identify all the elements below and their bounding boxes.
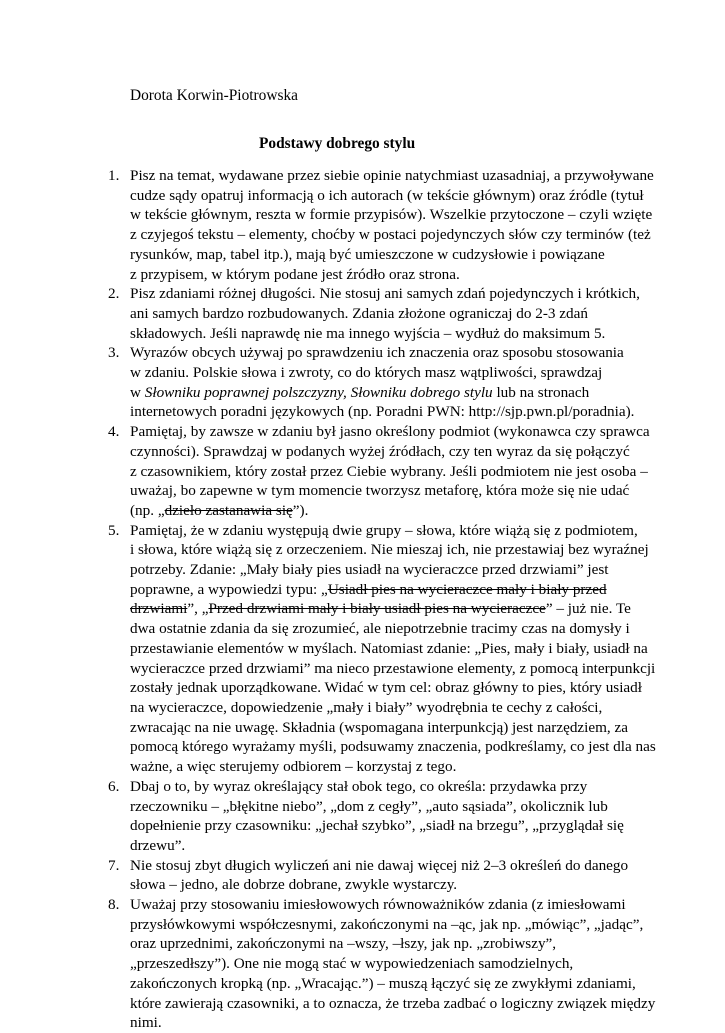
list-item <box>108 777 638 856</box>
text-line <box>130 718 638 738</box>
list-item <box>108 521 656 777</box>
list-item-number: 3. <box>108 344 120 362</box>
list-item-number: 2. <box>108 285 120 303</box>
text-line <box>130 678 642 698</box>
italic-title: Słowniku poprawnej polszczyzny, Słowniku dobrego stylu <box>144 383 493 401</box>
text-segment: ”). <box>292 501 309 519</box>
text-line <box>130 836 638 856</box>
text-segment: rysunków, map, tabel itp.), mają być umieszczone w cudzysłowie i powiązane <box>130 245 605 263</box>
text-line <box>130 205 653 225</box>
list-item-number: 4. <box>108 423 120 441</box>
text-segment: internetowych poradni językowych (np. Poradni PWN: http://sjp.pwn.pl/poradnia). <box>130 403 635 421</box>
text-segment: składowych. Jeśli naprawdę nie ma innego wyjścia – wydłuż do maksimum 5. <box>130 324 606 342</box>
text-line <box>130 166 654 186</box>
text-line <box>130 481 638 501</box>
text-segment: na wycieraczce, dopowiedzenie „mały i biały” wyodrębnia te cechy z całości, <box>130 698 603 716</box>
text-segment: potrzeby. Zdanie: „Mały biały pies usiadł na wycieraczce przed drzwiami” jest <box>130 561 609 579</box>
text-line <box>130 540 649 560</box>
list-item <box>108 343 638 422</box>
text-segment: i słowa, które wiążą się z orzeczeniem. Nie mieszaj ich, nie przestawiaj bez wyraźnej <box>130 541 649 559</box>
text-segment: które zawierają czasowniki, a to oznacza, że trzeba zadbać o logiczny związek między <box>130 994 656 1012</box>
text-segment: lub na stronach <box>492 383 590 401</box>
text-line <box>130 797 638 817</box>
text-line <box>130 856 638 876</box>
list-item-number: 7. <box>108 856 120 874</box>
list-item <box>108 895 656 1033</box>
text-line <box>130 580 638 600</box>
text-line <box>130 442 638 462</box>
text-line <box>130 422 650 442</box>
text-segment: ” – już nie. Te <box>545 600 631 618</box>
text-segment: z czasownikiem, który został przez Ciebie wybrany. Jeśli podmiotem nie jest osoba – <box>130 462 648 480</box>
list-item-number: 8. <box>108 896 120 914</box>
text-segment: słowa – jedno, ale dobrze dobrane, zwykle wystarczy. <box>130 876 458 894</box>
text-line <box>130 225 651 245</box>
text-line <box>130 363 638 383</box>
list-item <box>108 422 650 521</box>
text-segment: czynności). Sprawdzaj w podanych wyżej źródłach, czy ten wyraz da się połączyć <box>130 442 630 460</box>
text-line <box>130 343 638 363</box>
text-line <box>130 284 638 304</box>
list-item-number: 1. <box>108 167 120 184</box>
list-item <box>108 284 640 343</box>
text-line <box>130 639 648 659</box>
document-title: Podstawy dobrego stylu <box>259 135 416 152</box>
text-segment: Wyrazów obcych używaj po sprawdzeniu ich znaczenia oraz sposobu stosowania <box>130 344 624 362</box>
strikethrough-example: dzieło zastanawia się <box>164 501 293 519</box>
text-segment: Pamiętaj, by zawsze w zdaniu był jasno określony podmiot (wykonawca czy sprawca <box>130 423 650 441</box>
text-line <box>130 934 638 954</box>
text-line <box>130 560 638 580</box>
author-name: Dorota Korwin-Piotrowska <box>130 87 298 104</box>
text-line <box>130 599 638 619</box>
text-segment: wycieraczce przed drzwiami” ma nieco przestawione elementy, z pomocą interpunkcji <box>130 659 656 677</box>
strikethrough-example: Usiadł pies na wycieraczce mały i biały przed <box>327 580 607 598</box>
text-segment: Pisz zdaniami różnej długości. Nie stosuj ani samych zdań pojedynczych i krótkich, <box>130 285 640 303</box>
text-line <box>130 265 638 285</box>
text-line <box>130 875 638 895</box>
text-segment: ”, „ <box>187 600 209 618</box>
text-line <box>130 915 644 935</box>
text-line <box>130 954 638 974</box>
text-line <box>130 402 638 422</box>
text-segment: Dbaj o to, by wyraz określający stał obok tego, co określa: przydawka przy <box>130 777 588 795</box>
text-segment: przysłówkowymi współczesnymi, zakończonymi na –ąc, jak np. „mówiąc”, „jadąc”, <box>130 915 644 933</box>
text-line <box>130 1013 638 1033</box>
text-segment: zwracając na nie uwagę. Składnia (wspomagana interpunkcją) jest narzędziem, za <box>130 718 628 736</box>
text-line <box>130 698 638 718</box>
text-segment: Uważaj przy stosowaniu imiesłowowych równoważników zdania (z imiesłowami <box>130 896 626 914</box>
text-segment: w zdaniu. Polskie słowa i zwroty, co do których masz wątpliwości, sprawdzaj <box>130 364 603 382</box>
text-line <box>130 757 638 777</box>
text-segment: uważaj, bo zapewne w tym momencie tworzysz metaforę, która może się nie udać <box>130 482 630 500</box>
text-segment: (np. „ <box>130 501 165 519</box>
text-line <box>130 501 638 521</box>
text-line <box>130 462 648 482</box>
text-segment: zakończonych kropką (np. „Wracając.”) – muszą łączyć się ze zwykłymi zdaniami, <box>130 974 636 992</box>
list-item <box>108 856 638 895</box>
text-line <box>130 383 638 403</box>
list-item-number: 5. <box>108 521 120 539</box>
text-line <box>130 324 638 344</box>
text-segment: Nie stosuj zbyt długich wyliczeń ani nie dawaj więcej niż 2–3 określeń do danego <box>130 856 629 874</box>
text-segment: z czyjegoś tekstu – elementy, choćby w postaci pojedynczych słów czy terminów (też <box>130 226 651 244</box>
text-line <box>130 994 656 1014</box>
list-item-number: 6. <box>108 777 120 795</box>
text-segment: z przypisem, w którym podane jest źródło oraz strona. <box>130 265 460 283</box>
text-segment: ani samych bardzo rozbudowanych. Zdania złożone ograniczaj do 2-3 zdań <box>130 304 588 322</box>
list-item <box>108 166 654 284</box>
text-line <box>130 895 638 915</box>
text-segment: Pamiętaj, że w zdaniu występują dwie grupy – słowa, które wiążą się z podmiotem, <box>130 521 638 539</box>
strikethrough-example: drzwiami <box>130 600 188 618</box>
text-segment: w tekście głównym, reszta w formie przypisów). Wszelkie przytoczone – czyli wzięte <box>130 206 653 224</box>
text-line <box>130 816 638 836</box>
text-segment: ważne, a więc sterujemy odbiorem – korzystaj z tego. <box>130 758 457 776</box>
text-segment: pomocą którego wyrażamy myśli, podsuwamy znaczenia, podkreślamy, co jest dla nas <box>130 738 656 756</box>
text-segment: dwa ostatnie zdania da się zrozumieć, ale niepotrzebnie tracimy czas na domysły i <box>130 620 630 638</box>
text-segment: oraz uprzednimi, zakończonymi na –wszy, –łszy, jak np. „zrobiwszy”, <box>130 935 557 953</box>
text-line <box>130 777 638 797</box>
text-line <box>130 737 656 757</box>
text-segment: cudze sądy opatruj informacją o ich autorach (w tekście głównym) oraz źródle (tytuł <box>130 186 644 204</box>
text-segment: przestawianie elementów w myślach. Natomiast zdanie: „Pies, mały i biały, usiadł na <box>130 639 648 657</box>
text-segment: w <box>130 383 145 401</box>
text-segment: nimi. <box>130 1014 162 1032</box>
text-segment: Pisz na temat, wydawane przez siebie opinie natychmiast uzasadniaj, a przywoływane <box>130 167 654 184</box>
text-segment: dopełnienie przy czasowniku: „jechał szybko”, „siadł na brzegu”, „przyglądał się <box>130 817 624 835</box>
text-segment: „przeszedłszy”). One nie mogą stać w wypowiedzeniach samodzielnych, <box>130 955 574 973</box>
text-segment: zostały jednak uporządkowane. Widać w tym cel: obraz główny to pies, który usiadł <box>130 679 642 697</box>
text-line <box>130 245 638 265</box>
text-segment: drzewu”. <box>130 836 186 854</box>
text-segment: poprawne, a wypowiedzi typu: „ <box>130 580 328 598</box>
numbered-list <box>108 166 656 1033</box>
text-line <box>130 186 644 206</box>
text-line <box>130 974 638 994</box>
text-line <box>130 521 638 541</box>
text-line <box>130 659 656 679</box>
strikethrough-example: Przed drzwiami mały i biały usiadł pies na wycieraczce <box>208 600 546 618</box>
text-line <box>130 304 638 324</box>
text-line <box>130 619 638 639</box>
text-segment: rzeczowniku – „błękitne niebo”, „dom z cegły”, „auto sąsiada”, okolicznik lub <box>130 797 608 815</box>
